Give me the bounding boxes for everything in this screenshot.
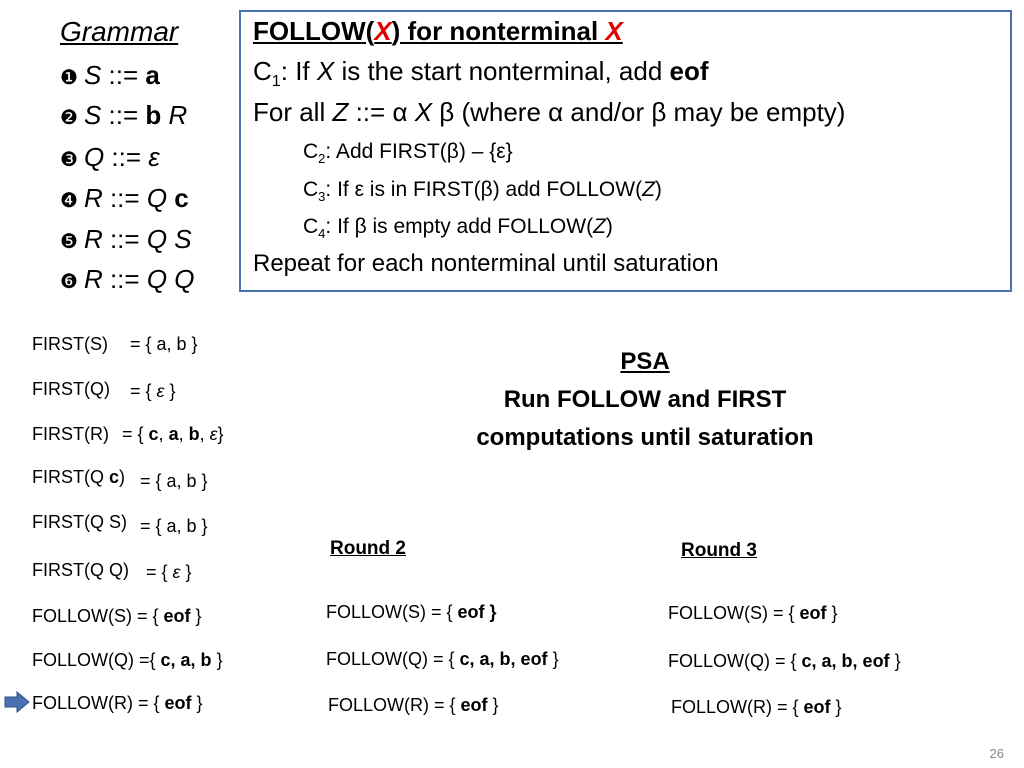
round-2-title: Round 2: [330, 538, 406, 559]
rule-arrow: ::=: [108, 60, 139, 90]
first-r-label: FIRST(R): [32, 424, 109, 444]
round-3-title: Round 3: [681, 540, 757, 561]
first-q-label: FIRST(Q): [32, 379, 110, 399]
follow-q-round2: FOLLOW(Q) = { c, a, b, eof }: [326, 649, 559, 669]
follow-rule-c4: $C_4$: If β is empty add FOLLOW(Z): [303, 215, 613, 242]
current-step-arrow-icon: [4, 691, 30, 713]
rule-lhs: Q: [83, 142, 105, 172]
rule-number: ❶: [60, 67, 78, 89]
rule-arrow: ::=: [111, 142, 142, 172]
follow-rule-c2: $C_2$: Add FIRST(β) – {ε}: [303, 140, 513, 167]
rule-number: ❺: [60, 231, 78, 253]
grammar-rule: [60, 142, 160, 173]
rule-number: ❹: [60, 190, 78, 212]
follow-definition-box: [239, 10, 1012, 292]
rule-lhs: R: [83, 224, 103, 254]
first-r-value: = { c, a, b, ε}: [122, 424, 224, 444]
rule-lhs: R: [83, 264, 103, 294]
first-qq-label: FIRST(Q Q): [32, 560, 129, 580]
follow-rule-c1: $C_1$: If X is the start nonterminal, add eof: [253, 56, 709, 91]
rule-arrow: ::=: [108, 100, 139, 130]
follow-box-title: FOLLOW(X) for nonterminal X: [253, 16, 623, 46]
rule-arrow: ::=: [109, 264, 140, 294]
grammar-title: Grammar: [60, 16, 179, 47]
grammar-rule: [60, 224, 192, 255]
psa-title: PSA: [620, 348, 670, 375]
follow-r-round2: FOLLOW(R) = { eof }: [328, 695, 499, 715]
follow-q-round1: FOLLOW(Q) ={ c, a, b }: [32, 650, 223, 670]
grammar-rule: [60, 60, 160, 91]
psa-line-2: Run FOLLOW and FIRST: [503, 386, 787, 413]
rule-arrow: ::=: [109, 183, 140, 213]
rule-rhs-part: b: [145, 100, 162, 130]
follow-s-round1: FOLLOW(S) = { eof }: [32, 606, 202, 626]
rule-number: ❷: [60, 107, 78, 129]
first-s-label: FIRST(S): [32, 334, 108, 354]
first-qc-label: FIRST(Q c): [32, 467, 126, 487]
follow-q-round3: FOLLOW(Q) = { c, a, b, eof }: [668, 651, 901, 671]
rule-rhs-part: ε: [148, 142, 160, 172]
rule-rhs-part: a: [145, 60, 160, 90]
rule-rhs-part: R: [161, 100, 188, 130]
rule-lhs: R: [83, 183, 103, 213]
follow-r-round3: FOLLOW(R) = { eof }: [671, 697, 842, 717]
follow-rule-c3: $C_3$: If ε is in FIRST(β) add FOLLOW(Z): [303, 178, 662, 205]
follow-s-round3: FOLLOW(S) = { eof }: [668, 603, 838, 623]
rule-rhs-part: Q Q: [146, 264, 195, 294]
first-qs-value: = { a, b }: [140, 516, 208, 536]
rule-rhs-part: c: [174, 183, 189, 213]
rule-number: ❻: [60, 271, 78, 293]
rule-lhs: S: [83, 60, 102, 90]
follow-forall-line: For all Z ::= α X β (where α and/or β may be empty): [253, 97, 846, 127]
first-q-value: = { ε }: [130, 381, 176, 401]
follow-r-round1: FOLLOW(R) = { eof }: [32, 693, 203, 713]
psa-line-3: computations until saturation: [476, 424, 814, 451]
grammar-rule: [60, 100, 187, 131]
follow-s-round2: FOLLOW(S) = { eof }: [326, 602, 497, 622]
page-number: 26: [989, 746, 1004, 761]
rule-lhs: S: [83, 100, 102, 130]
rule-rhs-part: Q S: [146, 224, 192, 254]
first-qq-value: = { ε }: [146, 562, 192, 582]
grammar-rule: [60, 183, 189, 214]
grammar-rule: [60, 264, 195, 295]
follow-repeat-line: Repeat for each nonterminal until saturation: [253, 250, 719, 277]
first-s-value: = { a, b }: [130, 334, 198, 354]
first-qc-value: = { a, b }: [140, 471, 208, 491]
first-qs-label: FIRST(Q S): [32, 512, 127, 532]
rule-rhs-part: Q: [146, 183, 175, 213]
rule-number: ❸: [60, 149, 78, 171]
rule-arrow: ::=: [109, 224, 140, 254]
